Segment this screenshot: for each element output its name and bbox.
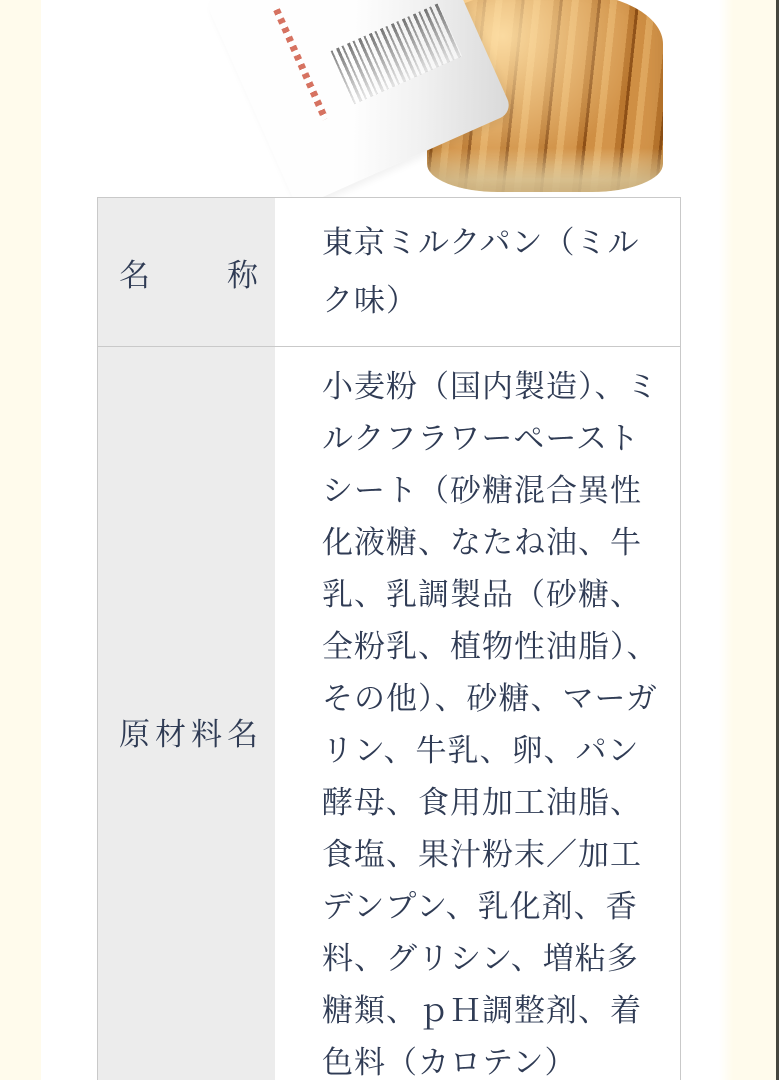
name-label-cell xyxy=(98,198,275,346)
ingredients-value: 小麦粉（国内製造）、ミルクフラワーペーストシート（砂糖混合異性化液糖、なたね油、牛乳、乳調製品（砂糖、全粉乳、植物性油脂）、その他）、砂糖、マーガリン、牛乳、卵、パン酵母、食用加工油脂、食塩、果汁粉末／加工デンプン、乳化剤、香料、グリシン、増粘多糖類、ｐＨ調整剤、着色料（カロテン） xyxy=(322,369,659,1080)
name-value-cell xyxy=(275,198,680,346)
table-row-ingredients xyxy=(98,346,680,1080)
name-label: 名称 xyxy=(119,257,259,293)
packaged-milk-bread-photo xyxy=(245,0,663,193)
left-margin-strip xyxy=(0,0,41,1080)
ingredients-label-cell xyxy=(98,347,275,1080)
right-margin-strip xyxy=(733,0,776,1080)
package-red-print xyxy=(273,8,328,120)
name-value: 東京ミルクパン（ミルク味） xyxy=(322,225,640,318)
product-spec-table xyxy=(97,197,681,1080)
ingredients-label: 原材料名 xyxy=(119,716,259,752)
table-row-name xyxy=(98,198,680,346)
ingredients-value-cell xyxy=(275,347,680,1080)
package-barcode xyxy=(331,3,462,104)
